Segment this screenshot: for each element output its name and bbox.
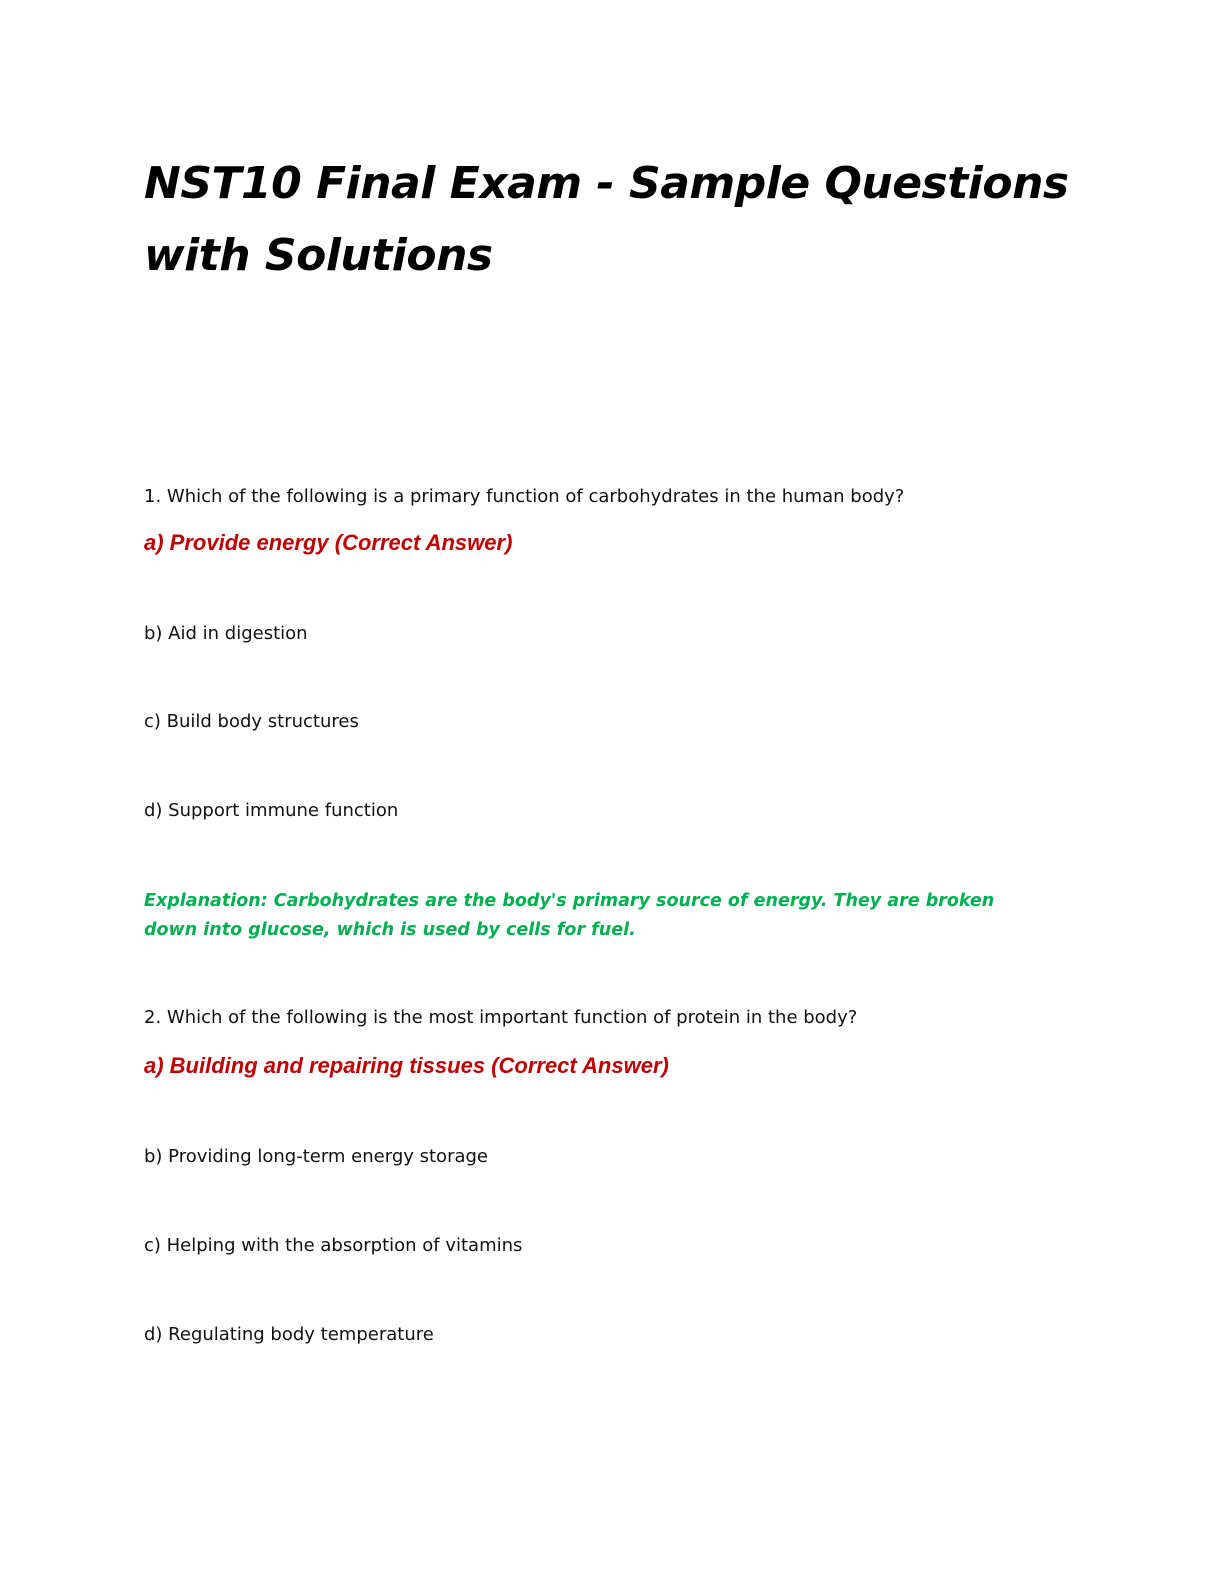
question-1-explanation: Explanation: Carbohydrates are the body's primary source of energy. They are broken down into glucose, which is used by cells for fuel. (144, 891, 995, 940)
question-2-text: 2. Which of the following is the most important function of protein in the body? (144, 1007, 858, 1028)
question-1-option-c: c) Build body structures (144, 711, 359, 732)
question-2-correct-answer: a) Building and repairing tissues (Correct Answer) (144, 1053, 669, 1078)
question-1-option-d: d) Support immune function (144, 800, 399, 821)
question-2-option-c: c) Helping with the absorption of vitamins (144, 1235, 523, 1256)
question-1-correct-answer: a) Provide energy (Correct Answer) (144, 530, 513, 555)
question-1-option-b: b) Aid in digestion (144, 623, 308, 644)
question-1-text: 1. Which of the following is a primary function of carbohydrates in the human body? (144, 486, 905, 507)
question-2-option-d: d) Regulating body temperature (144, 1324, 434, 1345)
document-title: NST10 Final Exam - Sample Questions with Solutions (144, 158, 1069, 281)
question-2-option-b: b) Providing long-term energy storage (144, 1146, 488, 1167)
